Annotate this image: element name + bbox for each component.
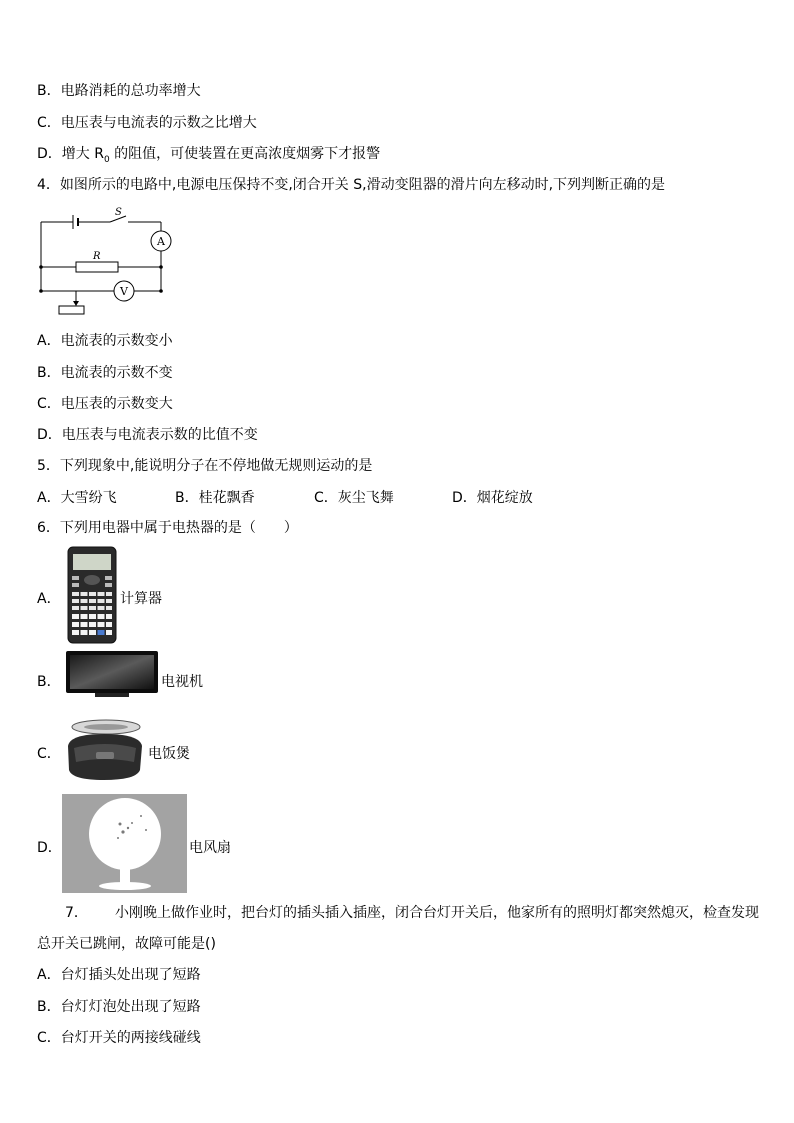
q4-option-a: A．电流表的示数变小 — [37, 333, 173, 349]
rice-cooker-image — [64, 718, 146, 784]
q7-stem-line1: 小刚晚上做作业时，把台灯的插头插入插座，闭合台灯开关后，他家所有的照明灯都突然熄灭，检查发现 — [115, 905, 759, 921]
q6-option-b-name: 电视机 — [161, 674, 203, 690]
television-image — [65, 650, 159, 698]
q4-option-d: D．电压表与电流表示数的比值不变 — [37, 427, 258, 443]
q7-option-a: A．台灯插头处出现了短路 — [37, 967, 201, 983]
q7-option-b: B．台灯灯泡处出现了短路 — [37, 999, 201, 1015]
q5-stem: 5．下列现象中,能说明分子在不停地做无规则运动的是 — [37, 458, 373, 474]
q3-option-d-subscript: 0 — [103, 154, 110, 165]
q6-option-c — [37, 718, 237, 784]
q7-option-c: C．台灯开关的两接线碰线 — [37, 1030, 201, 1046]
q4-option-c: C．电压表的示数变大 — [37, 396, 173, 412]
q5-option-d: D．烟花绽放 — [452, 490, 533, 506]
q4-option-b: B．电流表的示数不变 — [37, 365, 173, 381]
q6-option-a — [37, 546, 237, 646]
resistor-label: R — [93, 251, 101, 262]
q6-option-d-letter: D． — [37, 840, 62, 856]
q5-options-row — [37, 487, 757, 507]
switch-label: S — [115, 207, 122, 218]
rheostat-symbol — [59, 306, 84, 314]
q6-option-b — [37, 650, 237, 700]
q4-circuit-diagram — [30, 203, 180, 318]
q6-option-c-letter: C． — [37, 746, 61, 762]
q6-option-a-letter: A． — [37, 591, 61, 607]
q3-option-d — [37, 145, 380, 169]
q3-option-b: B．电路消耗的总功率增大 — [37, 83, 201, 99]
q3-option-c: C．电压表与电流表的示数之比增大 — [37, 115, 257, 131]
voltmeter-label: V — [120, 285, 128, 298]
calculator-image — [67, 546, 117, 644]
q7-number: 7． — [65, 905, 88, 921]
q3-option-d-suffix: 的阻值，可使装置在更高浓度烟雾下才报警 — [109, 146, 381, 162]
q6-option-b-letter: B． — [37, 674, 61, 690]
q6-option-a-name: 计算器 — [120, 591, 162, 607]
q6-option-d — [37, 794, 257, 894]
resistor-symbol — [76, 262, 118, 272]
q5-option-c: C．灰尘飞舞 — [314, 490, 394, 506]
q6-stem: 6．下列用电器中属于电热器的是（ ） — [37, 520, 298, 536]
q6-option-c-name: 电饭煲 — [148, 746, 190, 762]
q4-stem: 4．如图所示的电路中,电源电压保持不变,闭合开关 S,滑动变阻器的滑片向左移动时,下列判断正确的是 — [37, 177, 666, 193]
q5-option-b: B．桂花飘香 — [175, 490, 255, 506]
q5-option-a: A．大雪纷飞 — [37, 490, 117, 506]
q3-option-d-prefix: D．增大 R — [37, 146, 104, 162]
ammeter-label: A — [157, 235, 165, 248]
electric-fan-image — [62, 794, 187, 893]
q6-option-d-name: 电风扇 — [189, 840, 231, 856]
q7-stem-line2: 总开关已跳闸，故障可能是() — [37, 936, 216, 952]
